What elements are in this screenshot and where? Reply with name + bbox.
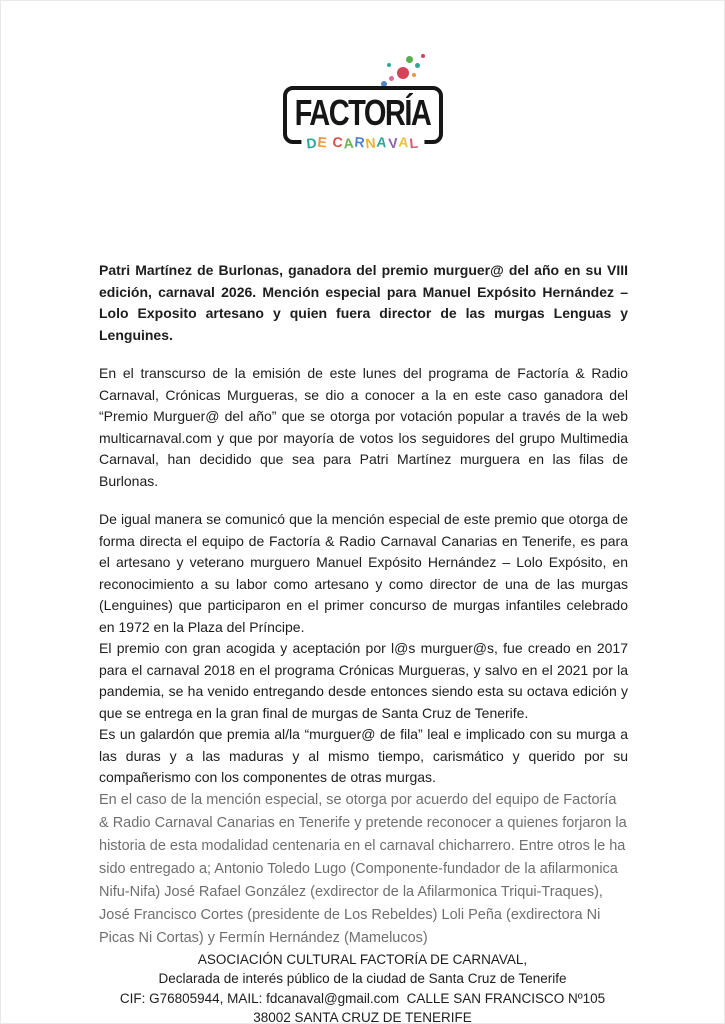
factoria-logo bbox=[283, 86, 443, 168]
logo-title: FACTORÍA bbox=[294, 93, 431, 134]
headline-paragraph: Patri Martínez de Burlonas, ganadora del premio murguer@ del año en su VIII edición, carnaval 2026. Mención especial para Manuel Expósito Hernández – Lolo Exposito artesano y quien fuera director de las murgas Lenguas y Lenguines. bbox=[99, 262, 628, 343]
footer-line-city: 38002 SANTA CRUZ DE TENERIFE bbox=[253, 1010, 472, 1024]
confetti-dot bbox=[389, 76, 394, 81]
logo-subtitle-letter: A bbox=[376, 133, 389, 151]
logo-subtitle-letter: N bbox=[365, 134, 378, 152]
confetti-dot bbox=[397, 67, 409, 79]
logo-subtitle-letter: C bbox=[331, 133, 345, 151]
logo-area bbox=[0, 86, 725, 168]
confetti-dot bbox=[412, 73, 416, 77]
confetti-dot bbox=[387, 63, 391, 67]
confetti-dots-icon bbox=[381, 54, 429, 88]
confetti-dot bbox=[415, 63, 420, 68]
logo-subtitle-letter: E bbox=[316, 133, 329, 151]
logo-frame bbox=[283, 86, 443, 152]
body-paragraph-1: En el transcurso de la emisión de este lunes del programa de Factoría & Radio Carnaval, Crónicas Murgueras, se dio a conocer a la en este caso ganadora del “Premio Murguer@ del año” que se otorga por votación popular a través de la web multicarnaval.com y que por mayoría de votos los seguidores del grupo Multimedia Carnaval, han decidido que sea para Patri Martínez murguera en las filas de Burlonas. bbox=[99, 365, 628, 489]
logo-subtitle-letter: R bbox=[354, 133, 367, 151]
footer-line-association: ASOCIACIÓN CULTURAL FACTORÍA DE CARNAVAL, bbox=[197, 951, 528, 967]
logo-subtitle bbox=[301, 135, 424, 151]
logo-subtitle-letter: V bbox=[387, 134, 400, 152]
logo-subtitle-letter: L bbox=[408, 134, 420, 152]
logo-subtitle-letter: A bbox=[397, 133, 411, 151]
footer-line-contact: CIF: G76805944, MAIL: fdcanaval@gmail.com CALLE SAN FRANCISCO Nº105 bbox=[119, 990, 606, 1006]
body-paragraph-2: De igual manera se comunicó que la mención especial de este premio que otorga de forma directa el equipo de Factoría & Radio Carnaval Canarias en Tenerife, es para el artesano y veterano murguero Manuel Expósito Hernández – Lolo Expósito, en reconocimiento a su labor como artesano y como director de una de las murgas (Lenguines) que participaron en el primer concurso de murgas infantiles celebrado en 1972 en la Plaza del Príncipe. bbox=[99, 511, 628, 635]
logo-subtitle-letter: D bbox=[305, 134, 318, 152]
confetti-dot bbox=[406, 56, 413, 63]
document-footer bbox=[0, 950, 725, 1024]
body-paragraph-3: El premio con gran acogida y aceptación por l@s murguer@s, fue creado en 2017 para el carnaval 2018 en el programa Crónicas Murgueras, y salvo en el 2021 por la pandemia, se ha venido entregando desde entonces siendo esta su octava edición y que se entrega en la gran final de murgas de Santa Cruz de Tenerife. bbox=[99, 640, 628, 721]
body-paragraph-5: En el caso de la mención especial, se otorga por acuerdo del equipo de Factoría & Radio Carnaval Canarias en Tenerife y pretende reconocer a quienes forjaron la historia de esta modalidad centenaria en el carnaval chicharrero. Entre otros le ha sido entregado a; Antonio Toledo Lugo (Componente-fundador de la afilarmonica Nifu-Nifa) José Rafael González (exdirector de la Afilarmonica Triqui-Traques), José Francisco Cortes (presidente de Los Rebeldes) Loli Peña (exdirectora Ni Picas Ni Cortas) y Fermín Hernández (Mamelucos) bbox=[99, 791, 627, 946]
logo-subtitle-letter: A bbox=[342, 134, 356, 152]
footer-line-declaration: Declarada de interés público de la ciudad de Santa Cruz de Tenerife bbox=[158, 971, 567, 986]
confetti-dot bbox=[421, 54, 425, 58]
document-body bbox=[99, 260, 628, 950]
body-paragraph-4: Es un galardón que premia al/la “murguer@ de fila” leal e implicado con su murga a las duras y a las maduras y al mismo tiempo, carismático y querido por su compañerismo con los componentes de otras murgas. bbox=[99, 726, 628, 785]
